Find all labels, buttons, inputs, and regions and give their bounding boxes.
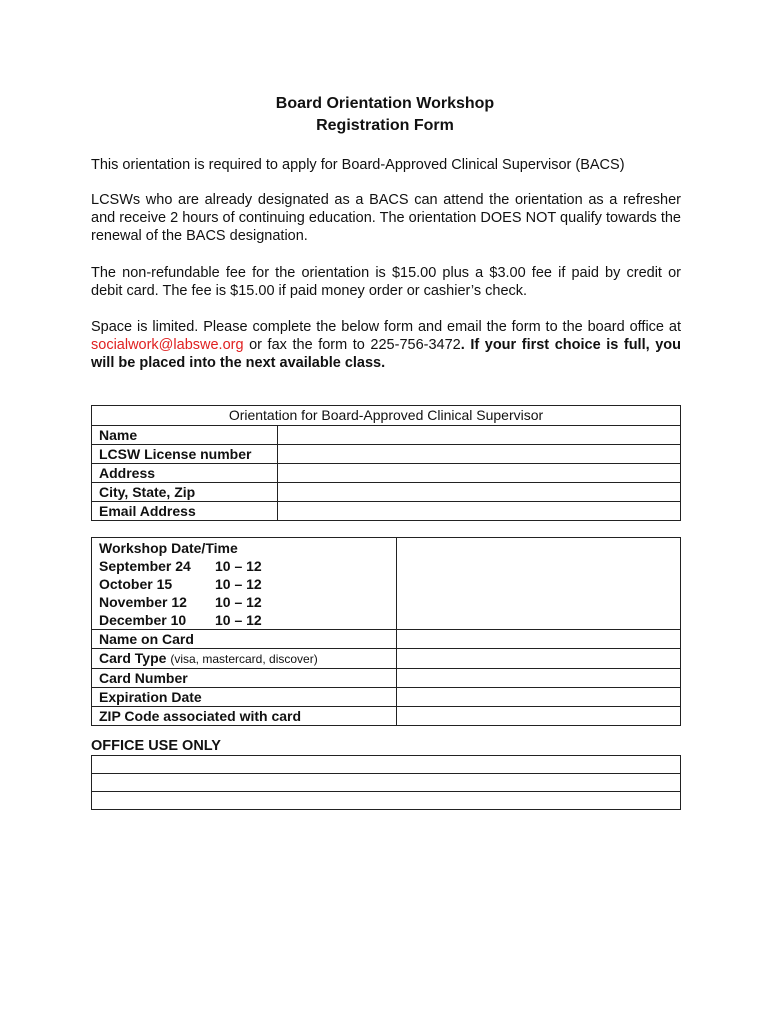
- email-address-field[interactable]: [278, 502, 681, 521]
- workshop-date: September 24: [99, 558, 191, 574]
- intro-paragraph-4: [91, 318, 681, 372]
- email-link[interactable]: socialwork@labswe.org: [91, 337, 244, 353]
- office-use-row[interactable]: [92, 774, 681, 792]
- email-address-label: Email Address: [92, 502, 278, 521]
- applicant-info-table: [91, 405, 681, 521]
- form-title-line2: Registration Form: [316, 117, 454, 134]
- card-type-label: Card Type: [99, 650, 167, 666]
- zip-field[interactable]: [397, 707, 681, 726]
- license-label: LCSW License number: [92, 445, 278, 464]
- payment-table: [91, 537, 681, 726]
- intro-paragraph-3: The non-refundable fee for the orientation is $15.00 plus a $3.00 fee if paid by credit or debit card. The fee is $15.00 if paid money order or cashier’s check.: [91, 265, 681, 299]
- card-type-field[interactable]: [397, 649, 681, 669]
- paragraph-4-text: Space is limited. Please complete the below form and email the form to the board office at: [91, 319, 681, 335]
- expiration-field[interactable]: [397, 688, 681, 707]
- workshop-time: 10 – 12: [215, 594, 262, 610]
- intro-paragraph-2: LCSWs who are already designated as a BACS can attend the orientation as a refresher and receive 2 hours of continuing education. The orientation DOES NOT qualify towards the renewal of the BACS designation.: [91, 192, 681, 244]
- fax-text: or fax the form to 225-756-3472: [243, 337, 461, 353]
- workshop-date: October 15: [99, 576, 173, 592]
- intro-paragraph-1: This orientation is required to apply for Board-Approved Clinical Supervisor (BACS): [91, 157, 625, 173]
- workshop-time: 10 – 12: [215, 576, 262, 592]
- zip-label: ZIP Code associated with card: [92, 707, 397, 726]
- office-use-table: [91, 755, 681, 810]
- workshop-date-row[interactable]: [99, 575, 396, 593]
- notice-bold: . If your first choice is full, you will be placed into the next available class.: [91, 337, 681, 371]
- workshop-date: December 10: [99, 612, 187, 628]
- card-number-field[interactable]: [397, 669, 681, 688]
- workshop-label: Workshop Date/Time: [99, 540, 238, 556]
- workshop-time: 10 – 12: [215, 612, 262, 628]
- workshop-time: 10 – 12: [215, 558, 262, 574]
- workshop-date: November 12: [99, 594, 187, 610]
- name-on-card-field[interactable]: [397, 630, 681, 649]
- workshop-date-row[interactable]: [99, 593, 396, 611]
- name-field[interactable]: [278, 426, 681, 445]
- workshop-date-row[interactable]: [99, 611, 396, 629]
- office-use-row[interactable]: [92, 792, 681, 810]
- address-label: Address: [92, 464, 278, 483]
- applicant-table-heading: Orientation for Board-Approved Clinical Supervisor: [92, 406, 681, 426]
- card-number-label: Card Number: [92, 669, 397, 688]
- workshop-date-row[interactable]: [99, 557, 396, 575]
- workshop-cell: [92, 538, 397, 630]
- card-type-cell: [92, 649, 397, 669]
- name-label: Name: [92, 426, 278, 445]
- expiration-label: Expiration Date: [92, 688, 397, 707]
- city-state-zip-field[interactable]: [278, 483, 681, 502]
- workshop-choice-field[interactable]: [397, 538, 681, 630]
- office-use-title: OFFICE USE ONLY: [91, 738, 221, 754]
- name-on-card-label: Name on Card: [92, 630, 397, 649]
- license-field[interactable]: [278, 445, 681, 464]
- form-title-line1: Board Orientation Workshop: [275, 95, 495, 112]
- address-field[interactable]: [278, 464, 681, 483]
- city-state-zip-label: City, State, Zip: [92, 483, 278, 502]
- card-type-hint: (visa, mastercard, discover): [170, 652, 318, 666]
- office-use-row[interactable]: [92, 756, 681, 774]
